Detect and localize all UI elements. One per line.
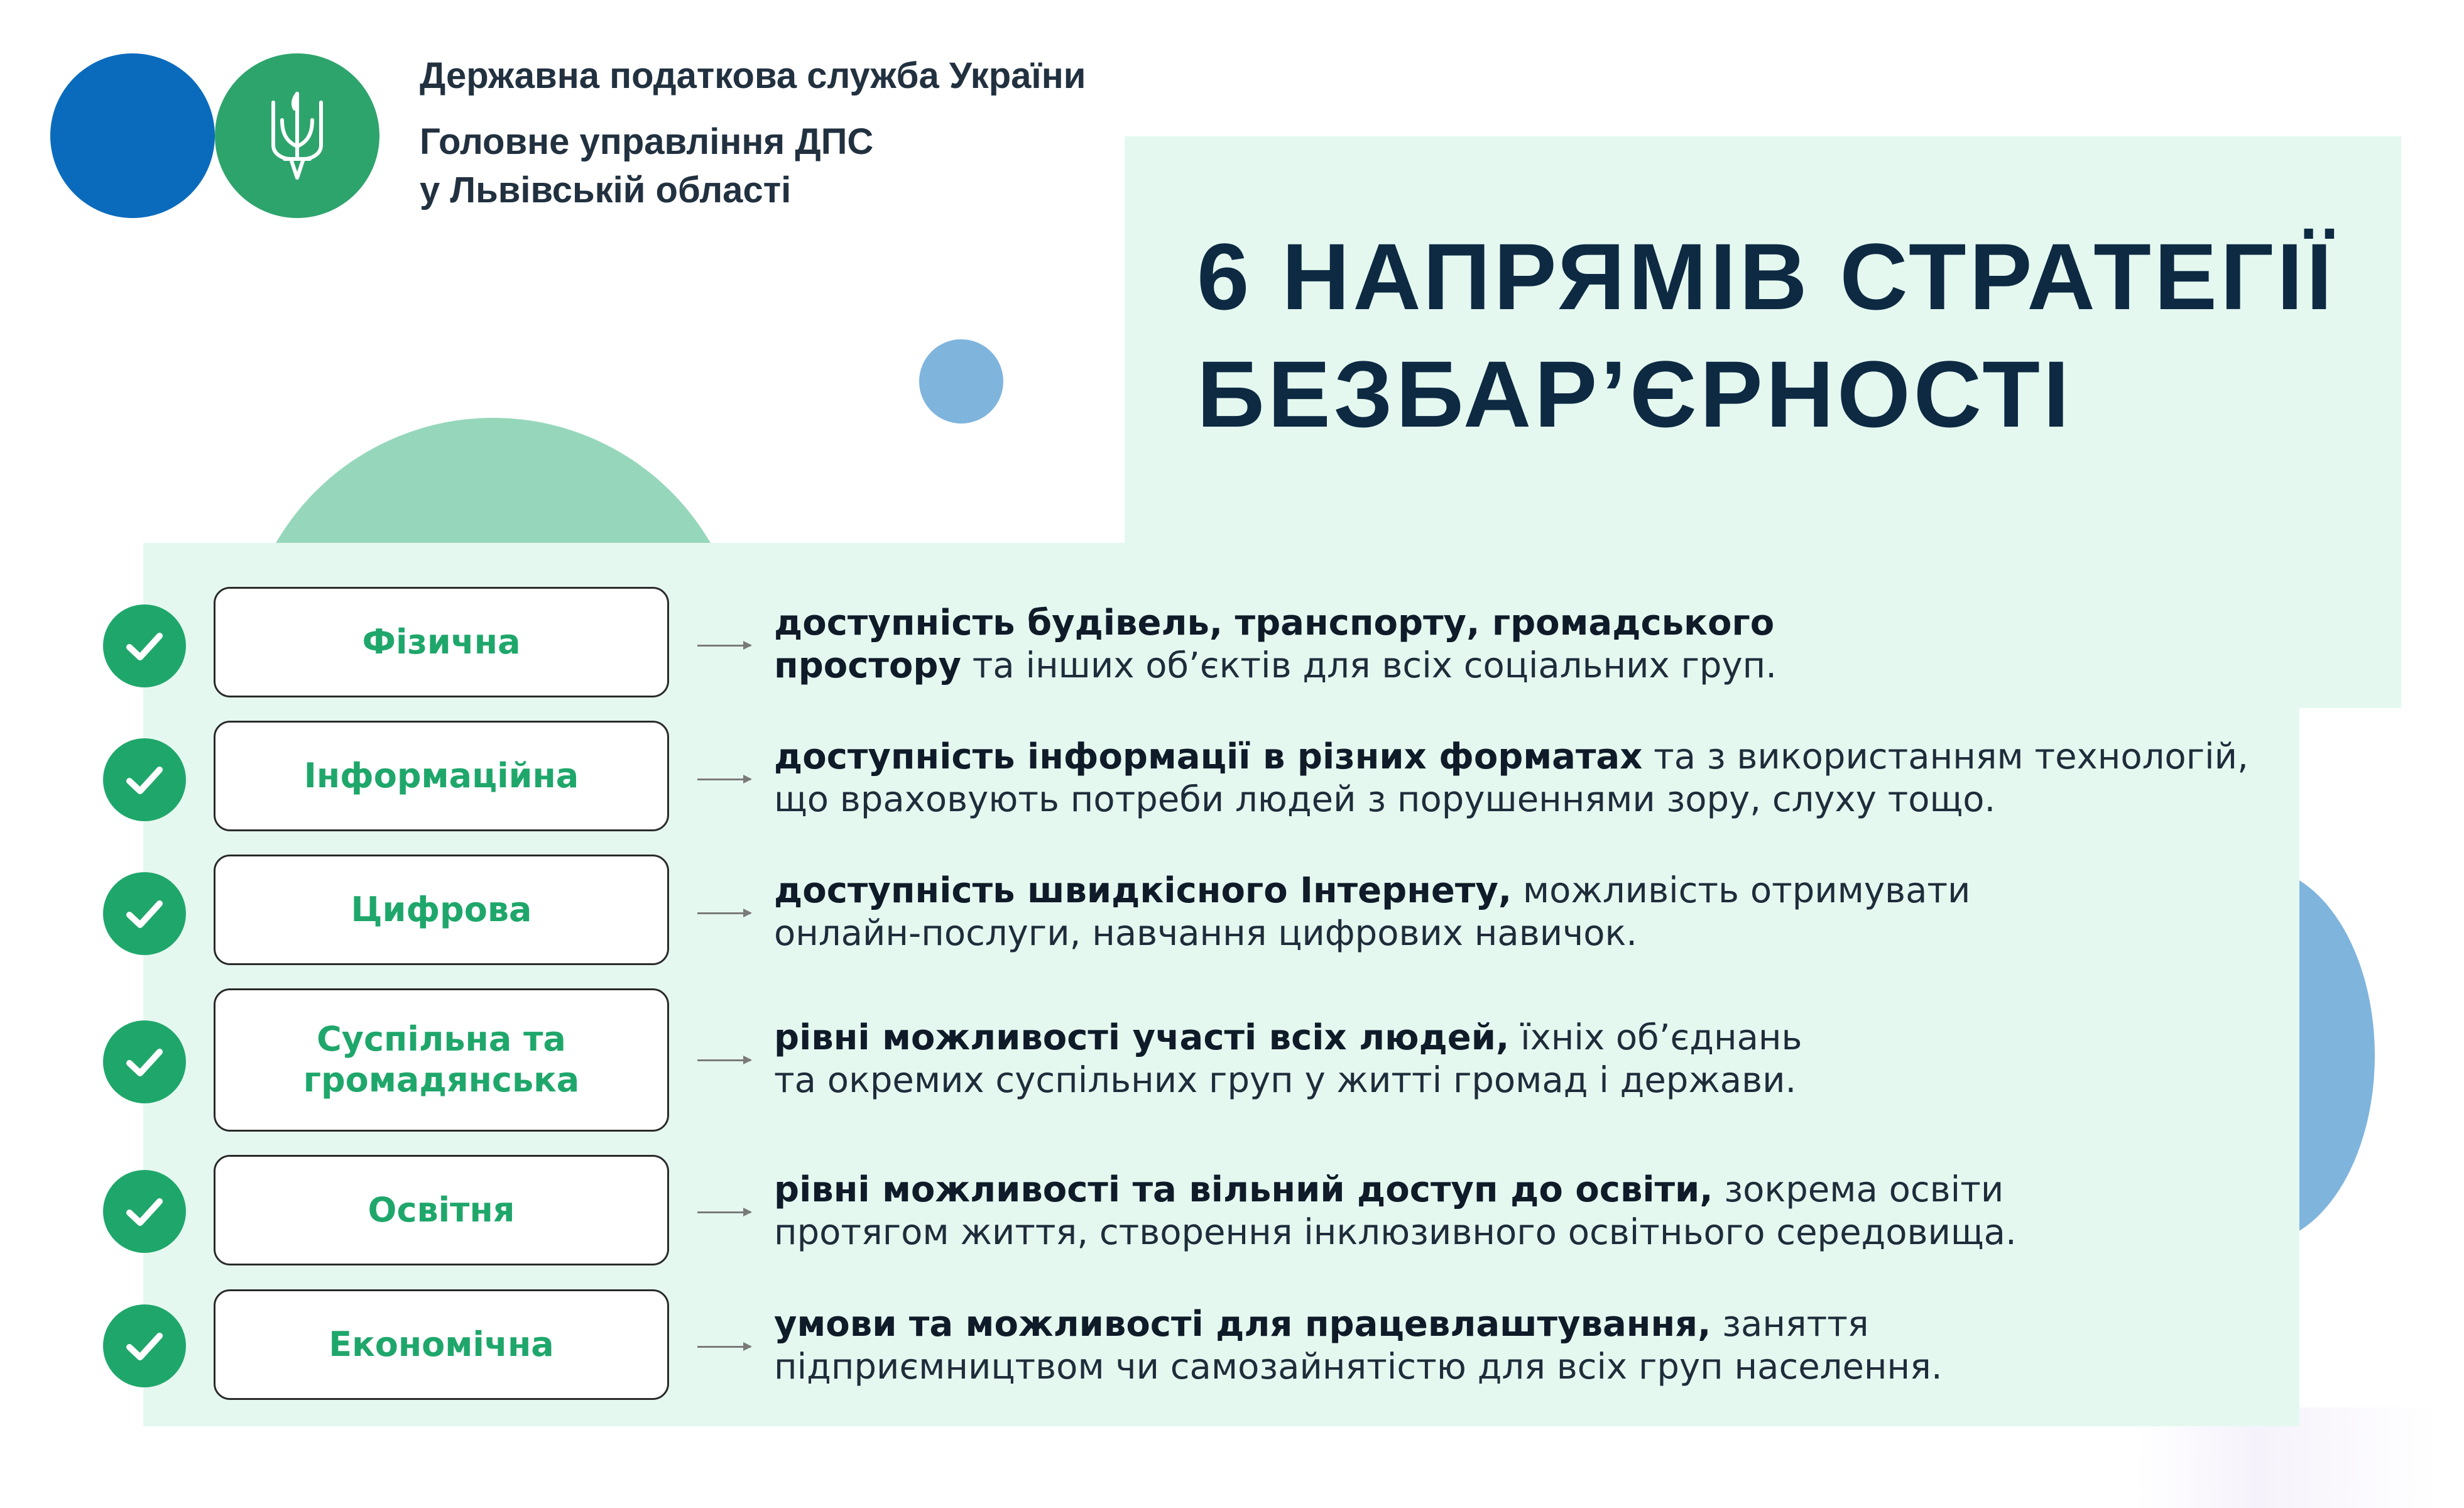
logo-green-circle [215, 53, 379, 218]
arrow-icon [697, 1211, 751, 1213]
direction-label-educational: Освітня [214, 1155, 669, 1265]
direction-description-digital: доступність швидкісного Інтернету, можливість отримувати онлайн-послуги, навчання цифрових навичок. [774, 870, 1971, 954]
org-department-line1: Головне управління ДПС [420, 121, 874, 162]
check-icon [103, 1304, 186, 1387]
direction-description-civic: рівні можливості участі всіх людей, їхніх об’єднань та окремих суспільних груп у житті громад і держави. [774, 1017, 1802, 1101]
direction-description-physical: доступність будівель, транспорту, громадського простору та інших об’єктів для всіх соціальних груп. [774, 603, 1777, 686]
arrow-icon [697, 779, 751, 780]
check-icon [103, 1020, 186, 1103]
arrow-icon [697, 1346, 751, 1348]
org-department-line2: у Львівській області [420, 170, 792, 210]
trident-icon [266, 89, 329, 183]
direction-description-informational: доступність інформації в різних форматах та з використанням технологій, що враховують потреби людей з порушеннями зору, слуху тощо. [774, 736, 2249, 820]
direction-description-economic: умови та можливості для працевлаштування, заняття підприємництвом чи самозайнятістю для всіх груп населення. [774, 1304, 1943, 1387]
arrow-icon [697, 645, 751, 647]
direction-label-digital: Цифрова [214, 855, 669, 965]
direction-description-educational: рівні можливості та вільний доступ до освіти, зокрема освіти протягом життя, створення інклюзивного освітнього середовища. [774, 1169, 2017, 1253]
check-icon [103, 604, 186, 687]
direction-label-physical: Фізична [214, 587, 669, 697]
decorative-small-blue-circle [919, 339, 1003, 423]
page-title-line2: БЕЗБАР’ЄРНОСТІ [1197, 341, 2073, 447]
direction-label-civic: Суспільна та громадянська [214, 988, 669, 1132]
page-title-line1: 6 НАПРЯМІВ СТРАТЕГІЇ [1197, 224, 2336, 329]
check-icon [103, 1170, 186, 1253]
direction-label-economic: Економічна [214, 1289, 669, 1400]
arrow-icon [697, 912, 751, 914]
arrow-icon [697, 1059, 751, 1061]
org-name: Державна податкова служба України [420, 55, 1086, 96]
logo-blue-circle [50, 53, 215, 218]
check-icon [103, 872, 186, 955]
direction-label-informational: Інформаційна [214, 721, 669, 831]
check-icon [103, 738, 186, 821]
